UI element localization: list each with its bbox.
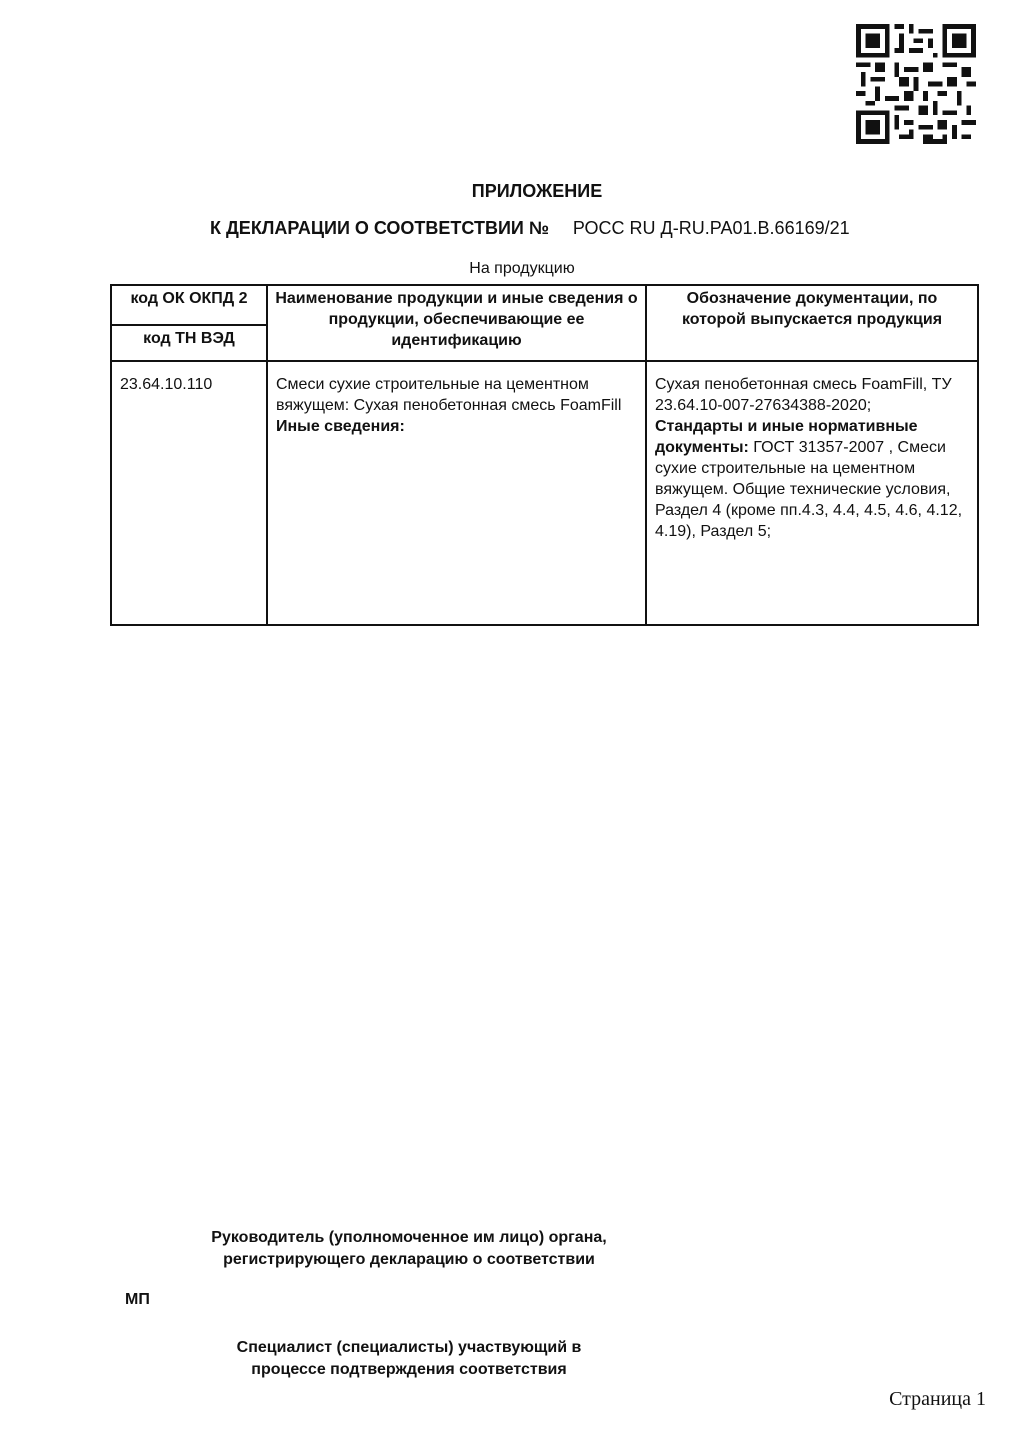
table-header-row bbox=[111, 285, 978, 325]
specialist-caption: Специалист (специалисты) участвующий в процессе подтверждения соответствия bbox=[236, 1339, 582, 1378]
declaration-label: К ДЕКЛАРАЦИИ О СООТВЕТСТВИИ № bbox=[210, 218, 549, 238]
cell-documentation bbox=[646, 361, 978, 625]
table-row bbox=[111, 361, 978, 625]
cell-product-name bbox=[267, 361, 646, 625]
document-title: ПРИЛОЖЕНИЕ bbox=[471, 181, 603, 201]
header-tnved: код ТН ВЭД bbox=[111, 325, 267, 361]
other-info-label: Иные сведения: bbox=[276, 418, 405, 435]
standards-label: Стандарты и иные нормативные документы: bbox=[655, 418, 918, 456]
product-table bbox=[110, 284, 979, 626]
qr-code-icon bbox=[856, 24, 976, 144]
standards-text: ГОСТ 31357-2007 , Смеси сухие строительные на цементном вяжущем. Общие технические условия, Раздел 4 (кроме пп.4.3, 4.4, 4.5, 4.6, 4.12, 4.19), Раздел 5; bbox=[655, 439, 963, 540]
header-product-name: Наименование продукции и иные сведения о продукции, обеспечивающие ее идентификацию bbox=[267, 285, 646, 361]
head-signature-caption: Руководитель (уполномоченное им лицо) органа, регистрирующего декларацию о соответствии bbox=[211, 1229, 607, 1268]
standards-block bbox=[655, 416, 969, 542]
declaration-number: РОСС RU Д-RU.РА01.В.66169/21 bbox=[572, 218, 850, 238]
header-documentation: Обозначение документации, по которой выпускается продукция bbox=[646, 285, 978, 361]
header-okpd: код ОК ОКПД 2 bbox=[111, 285, 267, 325]
documentation-text: Сухая пенобетонная смесь FoamFill, ТУ 23.64.10-007-27634388-2020; bbox=[655, 376, 952, 414]
product-name: Смеси сухие строительные на цементном вяжущем: Сухая пенобетонная смесь FoamFill bbox=[276, 376, 622, 414]
product-code: 23.64.10.110 bbox=[120, 376, 213, 393]
declaration-line bbox=[210, 218, 850, 239]
on-product-label: На продукцию bbox=[469, 260, 575, 277]
page-number: Страница 1 bbox=[889, 1388, 986, 1410]
cell-code bbox=[111, 361, 267, 625]
stamp-place-label: МП bbox=[125, 1291, 150, 1308]
